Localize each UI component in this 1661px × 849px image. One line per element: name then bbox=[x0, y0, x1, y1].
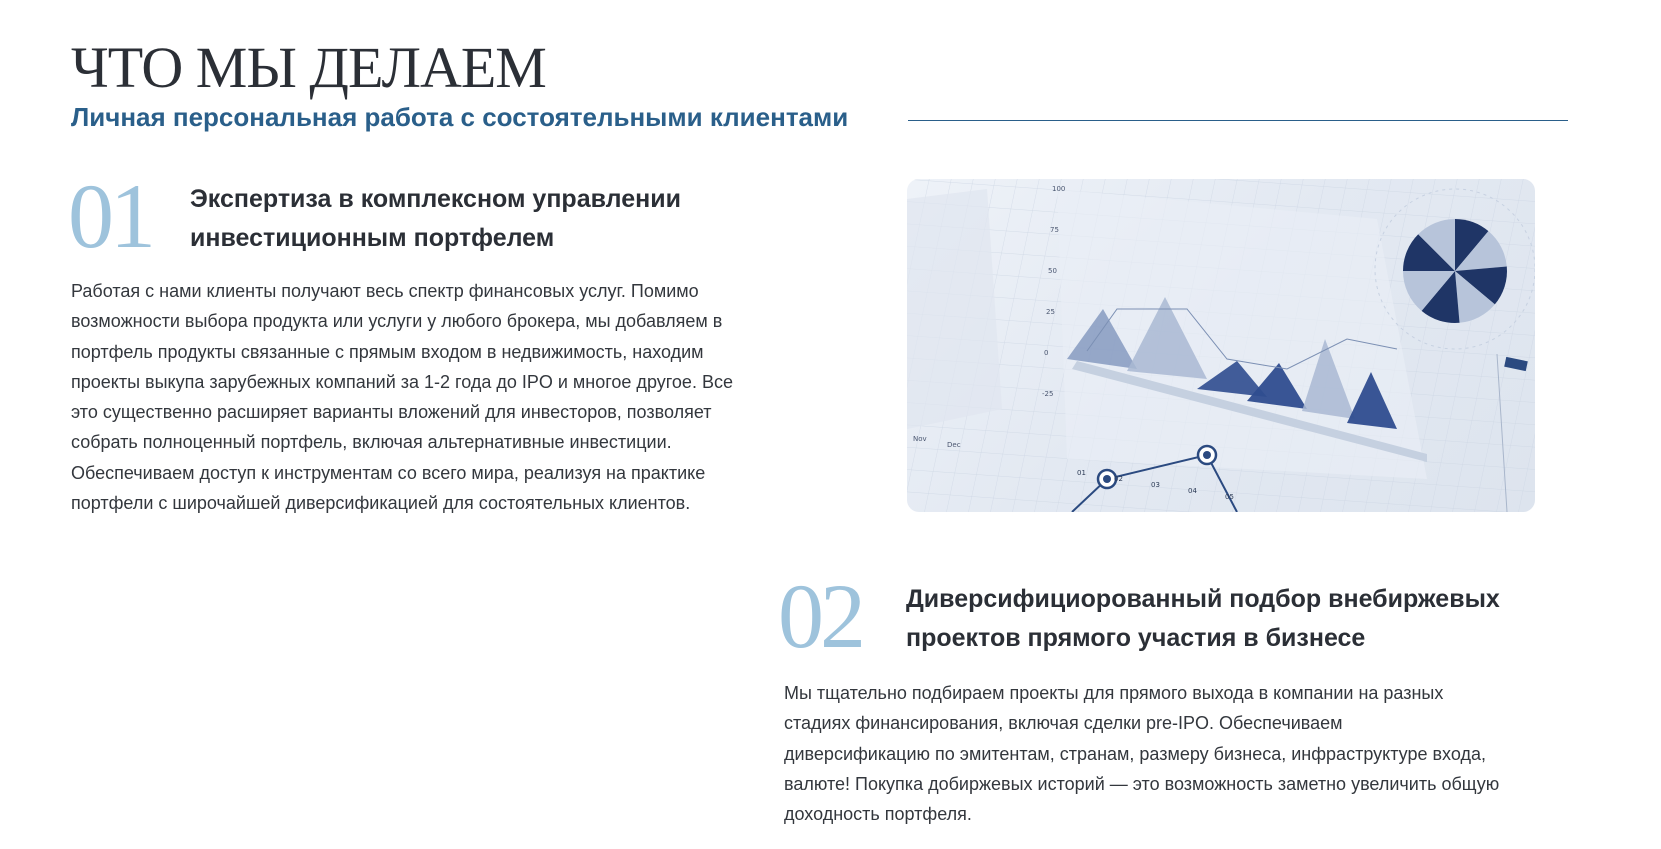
item-text-02-line: доходность портфеля. bbox=[784, 804, 972, 825]
item-heading-01 bbox=[190, 180, 810, 258]
item-heading-02-line1: Диверсифициорованный подбор внебиржевых bbox=[906, 585, 1500, 613]
illustration-marker-dot bbox=[1103, 475, 1111, 483]
illustration-axis-label: 75 bbox=[1050, 226, 1059, 234]
page-subtitle: Личная персональная работа с состоятельными клиентами bbox=[71, 102, 849, 132]
item-text-01-line: собрать полноценный портфель, включая альтернативные инвестиции. bbox=[71, 432, 672, 453]
financial-chart-illustration bbox=[907, 179, 1535, 512]
item-text-02-line: диверсификацию по эмитентам, странам, размеру бизнеса, инфраструктуре входа, bbox=[784, 743, 1486, 764]
item-heading-01-line1: Экспертиза в комплексном управлении bbox=[190, 185, 681, 213]
illustration-point-label: 05 bbox=[1225, 493, 1234, 501]
illustration-axis-label: 100 bbox=[1052, 185, 1066, 193]
illustration-side-panel bbox=[907, 189, 1002, 429]
item-text-01-line: проекты выкупа зарубежных компаний за 1-2 года до IPO и многое другое. Все bbox=[71, 371, 733, 392]
illustration-pie bbox=[1403, 219, 1507, 323]
illustration-point-label: 03 bbox=[1151, 481, 1160, 489]
illustration-marker-dot bbox=[1203, 451, 1211, 459]
item-heading-02-line2: проектов прямого участия в бизнесе bbox=[906, 624, 1366, 652]
item-text-01-line: портфель продукты связанные с прямым входом в недвижимость, находим bbox=[71, 341, 704, 362]
item-text-02-line: стадиях финансирования, включая сделки pre-IPO. Обеспечиваем bbox=[784, 713, 1343, 734]
item-text-02 bbox=[784, 678, 1544, 829]
item-text-01 bbox=[71, 276, 791, 518]
item-text-02-line: валюте! Покупка добиржевых историй — это возможность заметно увеличить общую bbox=[784, 773, 1500, 794]
illustration-axis-label: -25 bbox=[1042, 390, 1054, 398]
item-number-01: 01 bbox=[68, 165, 152, 267]
illustration-month-label: Dec bbox=[947, 441, 961, 449]
item-heading-01-line2: инвестиционным портфелем bbox=[190, 224, 555, 252]
item-text-02-line: Мы тщательно подбираем проекты для прямого выхода в компании на разных bbox=[784, 683, 1444, 703]
item-number-02: 02 bbox=[778, 565, 862, 667]
item-text-01-line: Работая с нами клиенты получают весь спектр финансовых услуг. Помимо bbox=[71, 281, 699, 301]
illustration-point-label: 01 bbox=[1077, 469, 1086, 477]
page-title: ЧТО МЫ ДЕЛАЕМ bbox=[71, 35, 546, 100]
item-heading-02 bbox=[906, 580, 1606, 658]
illustration-svg bbox=[907, 179, 1535, 512]
illustration-axis-label: 25 bbox=[1046, 308, 1055, 316]
item-text-01-line: Обеспечиваем доступ к инструментам со всего мира, реализуя на практике bbox=[71, 462, 706, 483]
illustration-axis-label: 50 bbox=[1048, 267, 1057, 275]
subtitle-divider bbox=[908, 120, 1568, 121]
item-text-01-line: это существенно расширяет варианты вложений для инвесторов, позволяет bbox=[71, 402, 712, 423]
illustration-axis-label: 0 bbox=[1044, 349, 1049, 357]
illustration-month-label: Nov bbox=[913, 435, 927, 443]
item-text-01-line: портфели с широчайшей диверсификацией для состоятельных клиентов. bbox=[71, 493, 691, 514]
illustration-point-label: 02 bbox=[1114, 475, 1123, 483]
illustration-point-label: 04 bbox=[1188, 487, 1197, 495]
item-text-01-line: возможности выбора продукта или услуги у любого брокера, мы добавляем в bbox=[71, 311, 723, 332]
